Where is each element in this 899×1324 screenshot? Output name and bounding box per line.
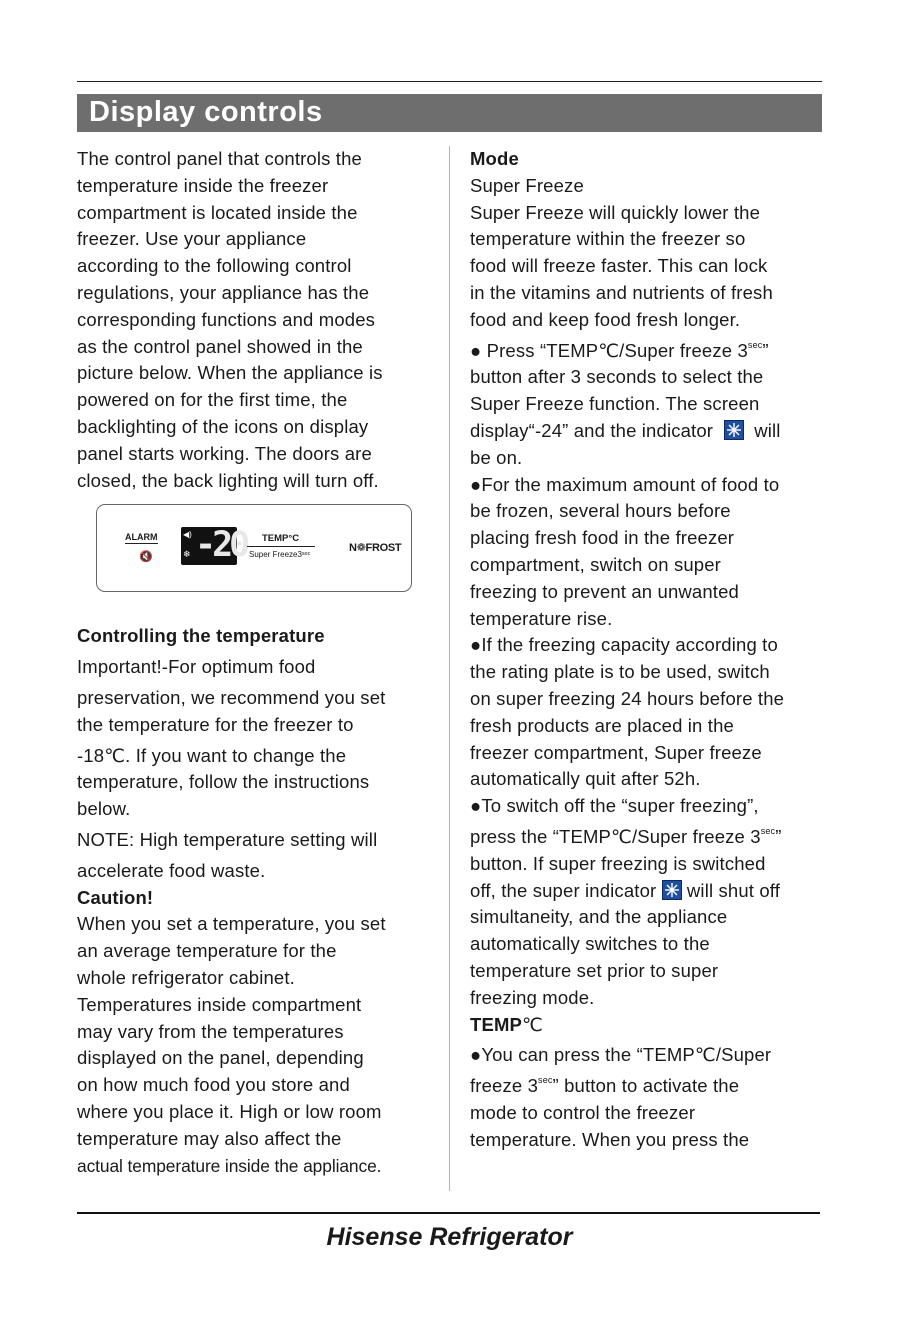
section-banner: [77, 94, 822, 132]
you-can-line: ●You can press the “TEMP℃/Super: [470, 1044, 772, 1066]
controlling-line: preservation, we recommend you set: [77, 686, 386, 708]
intro-line: powered on for the first time, the: [77, 389, 348, 411]
super-freeze-indicator-icon: [724, 420, 744, 440]
rating-line: fresh products are placed in the: [470, 714, 734, 736]
temp-label: TEMP°C: [262, 533, 300, 544]
column-divider: [449, 146, 450, 1191]
display-text-end: will: [754, 419, 781, 441]
super-freeze-desc: food and keep food fresh longer.: [470, 308, 741, 330]
switch-off-line: ●To switch off the “super freezing”,: [470, 795, 759, 817]
panel-underline: [247, 546, 315, 547]
controlling-line: the temperature for the freezer to: [77, 713, 354, 735]
controlling-line: -18℃. If you want to change the: [77, 744, 347, 766]
caution-heading: Caution!: [77, 886, 154, 908]
after-line: simultaneity, and the appliance: [470, 906, 728, 928]
intro-line: compartment is located inside the: [77, 201, 358, 223]
press-detail: button after 3 seconds to select the: [470, 366, 764, 388]
right-column: [470, 146, 830, 1153]
bottom-rule: [77, 1212, 820, 1214]
sec-superscript: sec: [747, 339, 763, 350]
caution-line: displayed on the panel, depending: [77, 1047, 364, 1069]
max-food-line: compartment, switch on super: [470, 553, 721, 575]
be-on-line: be on.: [470, 446, 523, 468]
display-text: display“-24” and the indicator: [470, 419, 714, 441]
freeze-line: [470, 1073, 830, 1100]
intro-line: panel starts working. The doors are: [77, 442, 372, 464]
caution-line: an average temperature for the: [77, 940, 337, 962]
caution-line: When you set a temperature, you set: [77, 913, 386, 935]
caution-line: temperature may also affect the: [77, 1127, 342, 1149]
intro-line: temperature inside the freezer: [77, 174, 329, 196]
caution-line: may vary from the temperatures: [77, 1020, 344, 1042]
rating-line: on super freezing 24 hours before the: [470, 687, 785, 709]
page-title: Display controls: [89, 96, 323, 128]
button-line: button. If super freezing is switched: [470, 852, 766, 874]
intro-line: closed, the back lighting will turn off.: [77, 469, 379, 491]
note-line: NOTE: High temperature setting will: [77, 828, 378, 850]
press-line: [470, 338, 830, 365]
off-line: [470, 878, 830, 905]
caution-line: actual temperature inside the appliance.: [77, 1155, 382, 1176]
intro-line: as the control panel showed in the: [77, 335, 363, 357]
mode-heading: Mode: [470, 148, 519, 169]
press-detail: Super Freeze function. The screen: [470, 393, 760, 415]
caution-line: Temperatures inside compartment: [77, 993, 362, 1015]
super-freeze-desc: in the vitamins and nutrients of fresh: [470, 281, 773, 303]
caution-line: whole refrigerator cabinet.: [77, 966, 295, 988]
final-line: temperature. When you press the: [470, 1128, 750, 1150]
snowflake-icon: ❄: [183, 549, 191, 559]
intro-line: corresponding functions and modes: [77, 308, 376, 330]
max-food-line: temperature rise.: [470, 607, 613, 629]
display-digits: -20: [195, 525, 247, 565]
display-line: [470, 418, 830, 445]
after-line: temperature set prior to super: [470, 959, 719, 981]
max-food-line: placing fresh food in the freezer: [470, 527, 735, 549]
off-text-end: will shut off: [686, 879, 781, 901]
super-freeze-label: Super Freeze3ˢᵉᶜ: [249, 550, 311, 559]
final-line: mode to control the freezer: [470, 1101, 696, 1123]
rating-line: automatically quit after 52h.: [470, 768, 701, 790]
press-text: ● Press “TEMP℃/Super freeze 3: [470, 339, 748, 361]
super-freeze-desc: Super Freeze will quickly lower the: [470, 201, 761, 223]
super-freeze-desc: temperature within the freezer so: [470, 228, 746, 250]
freeze-text: freeze 3: [470, 1075, 539, 1097]
speaker-icon: ◀): [183, 530, 192, 539]
left-column: [77, 146, 439, 1179]
sec-superscript: sec: [538, 1075, 553, 1086]
sec-superscript: sec: [760, 825, 776, 836]
intro-line: according to the following control: [77, 255, 352, 277]
rating-line: freezer compartment, Super freeze: [470, 741, 762, 763]
temp-heading-unit: ℃: [522, 1013, 543, 1035]
top-rule: [77, 81, 822, 82]
off-text: off, the super indicator: [470, 879, 657, 901]
close-quote: ”: [762, 339, 769, 361]
press-line-2: [470, 824, 830, 851]
caution-line: on how much food you store and: [77, 1074, 350, 1096]
super-freeze-desc: food will freeze faster. This can lock: [470, 255, 768, 277]
note-line: accelerate food waste.: [77, 859, 266, 881]
intro-line: picture below. When the appliance is: [77, 362, 383, 384]
control-panel-illustration: [96, 504, 412, 592]
intro-line: The control panel that controls the: [77, 148, 362, 169]
alarm-mute-icon: 🔇: [139, 551, 153, 563]
temp-heading: [470, 1012, 830, 1039]
freeze-text-end: button to activate the: [558, 1075, 740, 1097]
footer-brand: Hisense Refrigerator: [326, 1223, 573, 1251]
max-food-line: be frozen, several hours before: [470, 500, 731, 522]
temperature-display: [181, 525, 247, 565]
temp-heading-bold: TEMP: [470, 1013, 522, 1035]
max-food-line: ●For the maximum amount of food to: [470, 473, 780, 495]
controlling-heading: Controlling the temperature: [77, 625, 325, 647]
intro-line: regulations, your appliance has the: [77, 281, 370, 303]
intro-line: backlighting of the icons on display: [77, 415, 369, 437]
close-quote: ”: [775, 825, 782, 847]
super-freeze-title: Super Freeze: [470, 174, 584, 196]
controlling-line: below.: [77, 798, 131, 820]
caution-line: where you place it. High or low room: [77, 1100, 382, 1122]
close-quote: ”: [552, 1075, 559, 1097]
nofrost-logo: N❁FROST: [349, 542, 402, 554]
intro-line: freezer. Use your appliance: [77, 228, 307, 250]
controlling-line: temperature, follow the instructions: [77, 771, 370, 793]
press-text-2: press the “TEMP℃/Super freeze 3: [470, 825, 761, 847]
rating-line: the rating plate is to be used, switch: [470, 661, 770, 683]
rating-line: ●If the freezing capacity according to: [470, 634, 778, 656]
controlling-line: Important!-For optimum food: [77, 656, 316, 678]
max-food-line: freezing to prevent an unwanted: [470, 580, 739, 602]
after-line: freezing mode.: [470, 986, 595, 1008]
after-line: automatically switches to the: [470, 933, 710, 955]
super-indicator-icon: [662, 880, 682, 900]
alarm-label: ALARM: [125, 532, 158, 542]
